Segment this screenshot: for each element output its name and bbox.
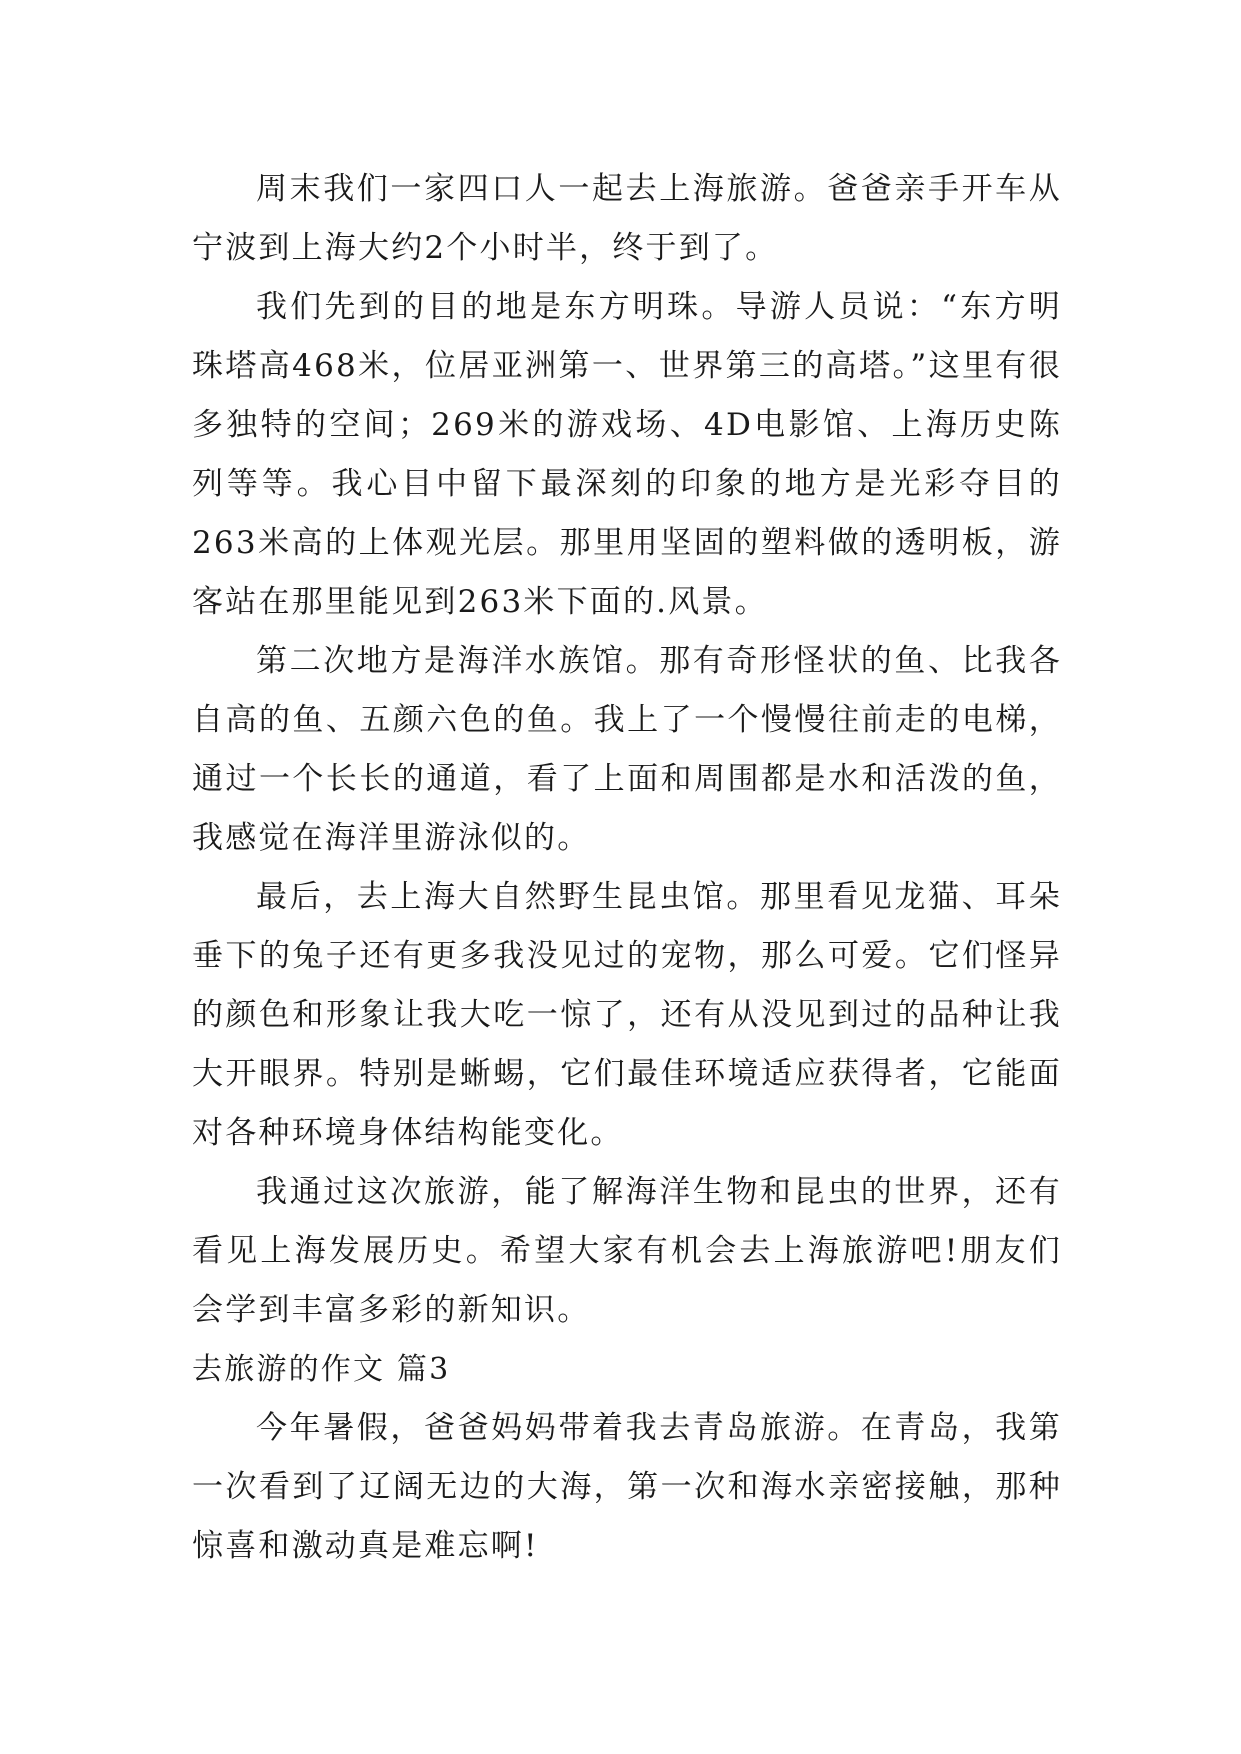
paragraph: 周末我们一家四口人一起去上海旅游。爸爸亲手开车从宁波到上海大约2个小时半，终于到了。 <box>192 171 1062 266</box>
paragraph: 最后，去上海大自然野生昆虫馆。那里看见龙猫、耳朵垂下的兔子还有更多我没见过的宠物，那么可爱。它们怪异的颜色和形象让我大吃一惊了，还有从没见到过的品种让我大开眼界。特别是蜥蜴，它们最佳环境适应获得者，它能面对各种环境身体结构能变化。 <box>192 879 1062 1151</box>
section-heading: 去旅游的作文 篇3 <box>192 1352 451 1387</box>
paragraph: 第二次地方是海洋水族馆。那有奇形怪状的鱼、比我各自高的鱼、五颜六色的鱼。我上了一个慢慢往前走的电梯，通过一个长长的通道，看了上面和周围都是水和活泼的鱼，我感觉在海洋里游泳似的。 <box>192 643 1062 856</box>
paragraph: 我们先到的目的地是东方明珠。导游人员说：“东方明珠塔高468米，位居亚洲第一、世界第三的高塔。”这里有很多独特的空间；269米的游戏场、4D电影馆、上海历史陈列等等。我心目中留下最深刻的印象的地方是光彩夺目的263米高的上体观光层。那里用坚固的塑料做的透明板，游客站在那里能见到263米下面的.风景。 <box>192 289 1062 620</box>
paragraph: 今年暑假，爸爸妈妈带着我去青岛旅游。在青岛，我第一次看到了辽阔无边的大海，第一次和海水亲密接触，那种惊喜和激动真是难忘啊! <box>192 1410 1062 1564</box>
document-body <box>192 160 1062 1576</box>
paragraph: 我通过这次旅游，能了解海洋生物和昆虫的世界，还有看见上海发展历史。希望大家有机会去上海旅游吧!朋友们会学到丰富多彩的新知识。 <box>192 1174 1062 1328</box>
